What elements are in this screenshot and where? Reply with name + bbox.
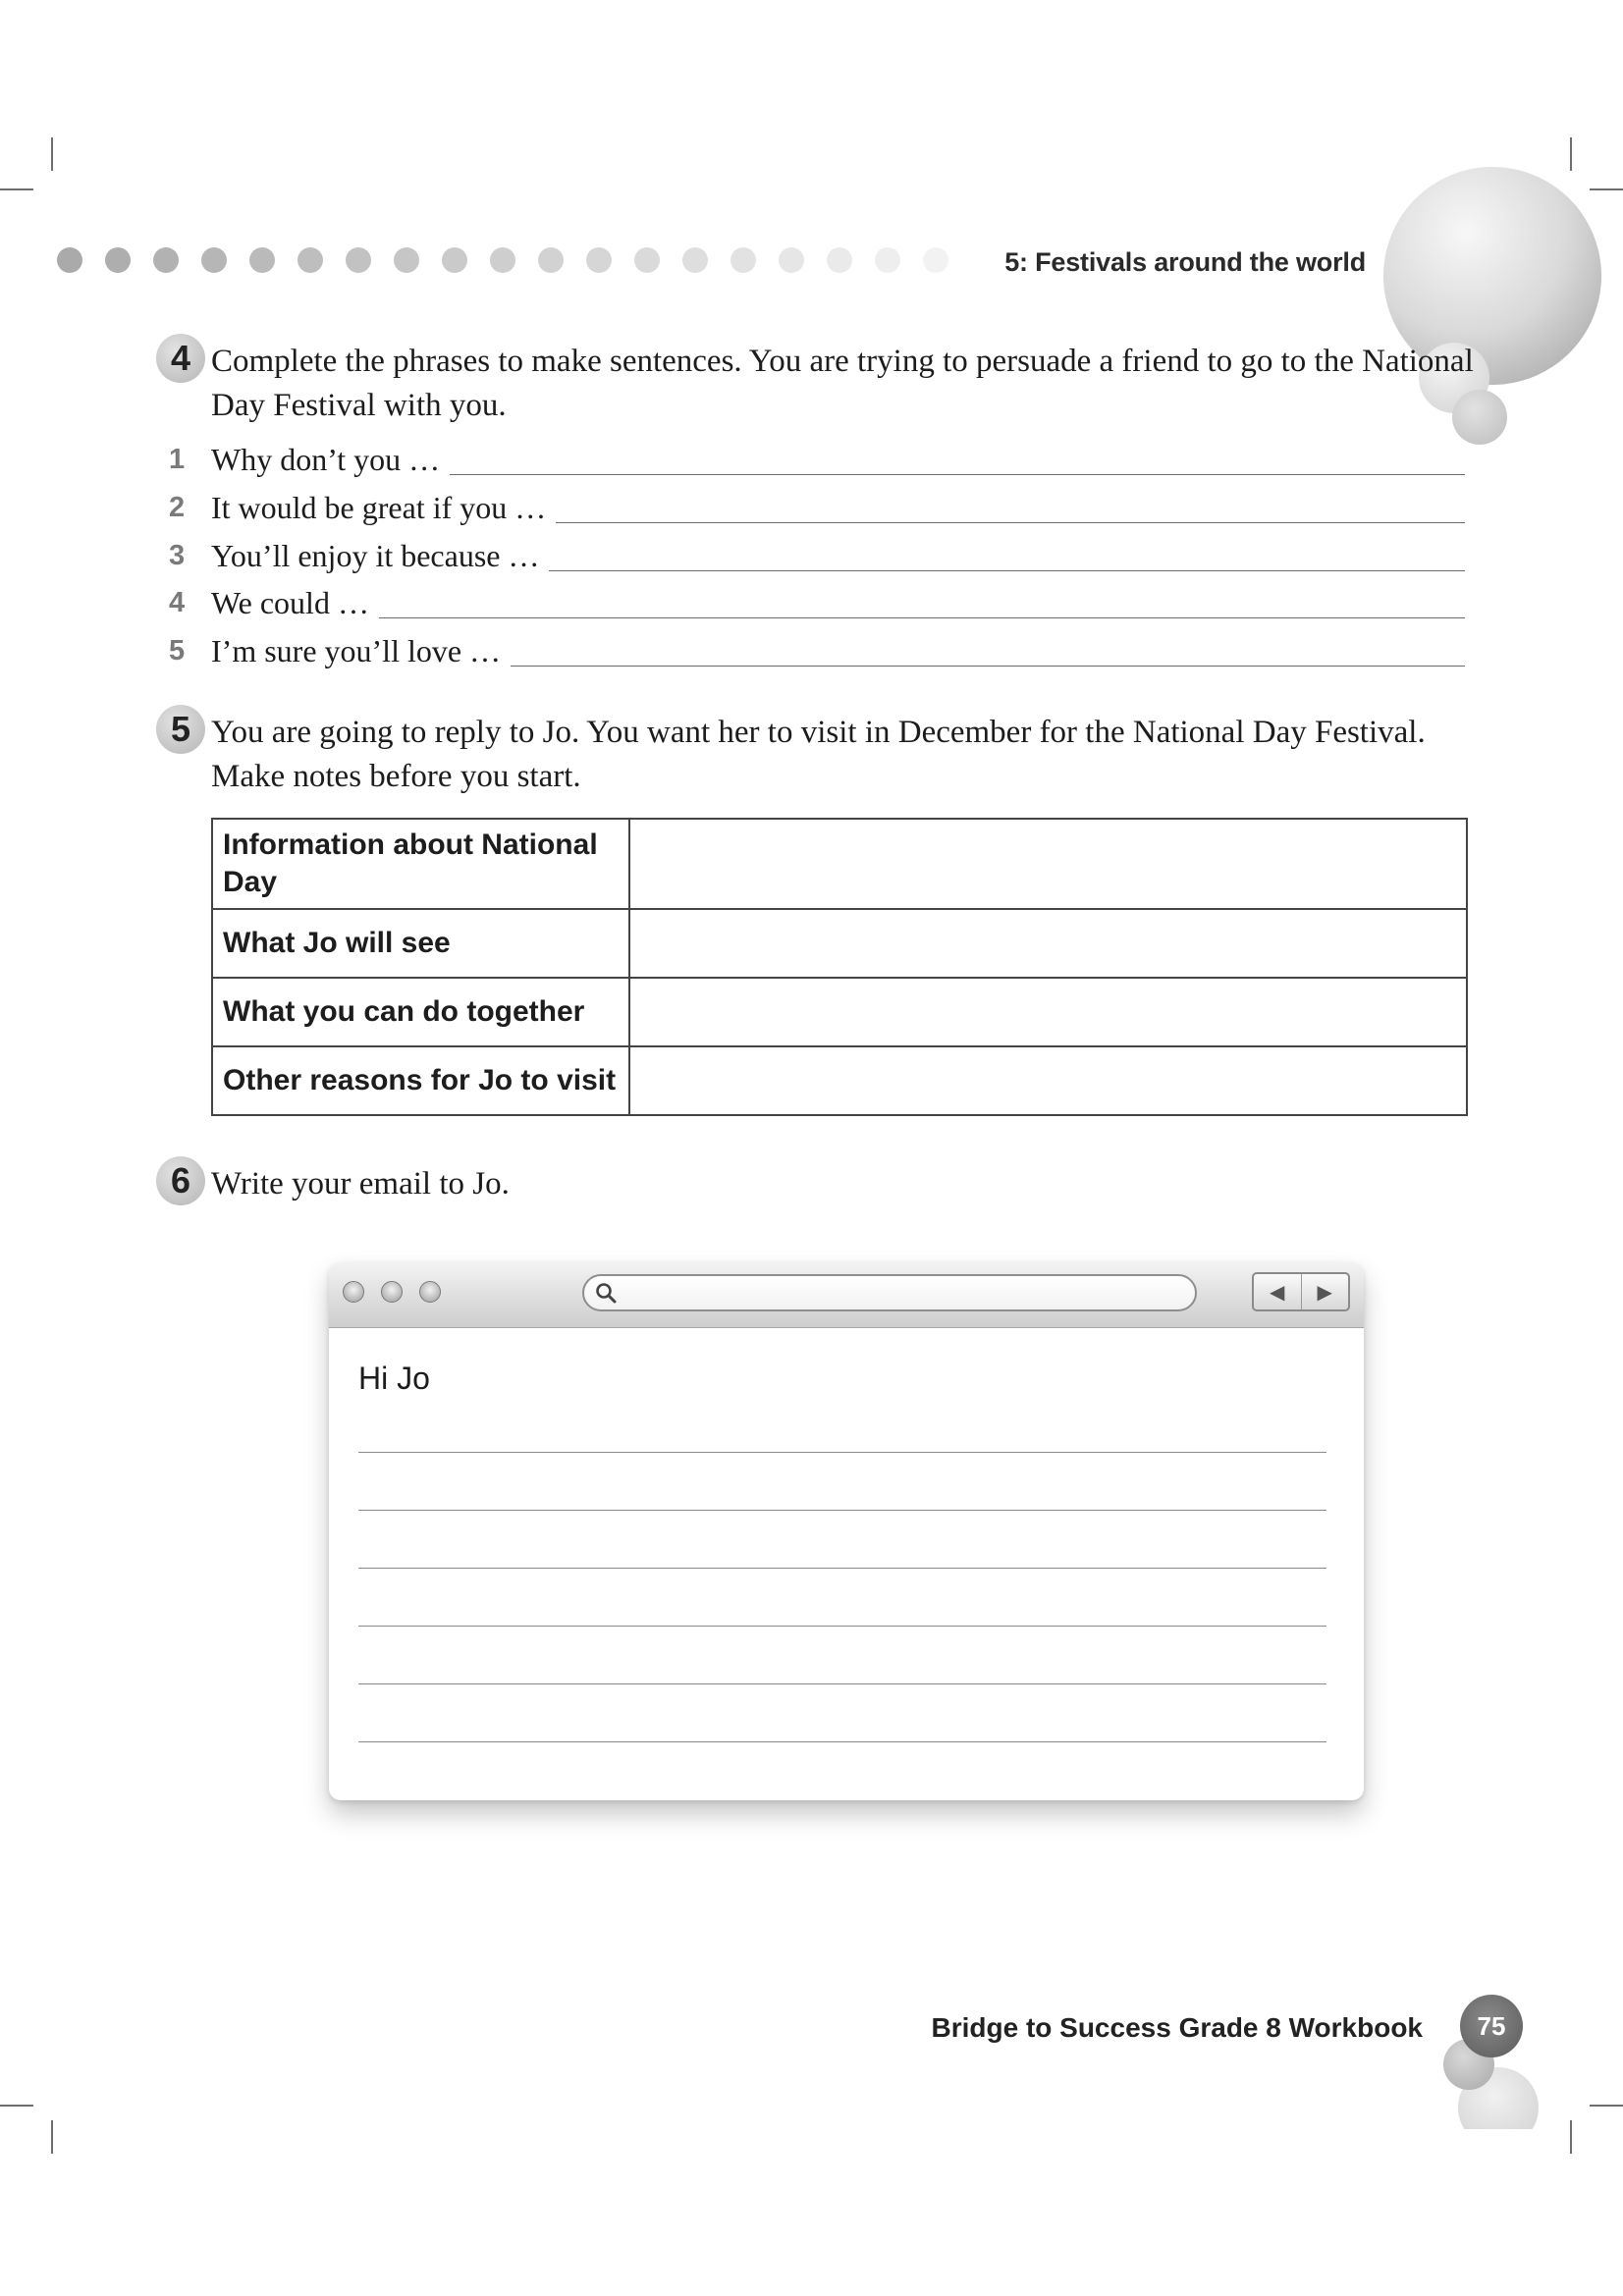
window-maximize-button[interactable]: [419, 1281, 441, 1303]
phrase-number: 2: [169, 492, 186, 523]
crop-mark-bottom-left-v: [51, 2120, 53, 2154]
exercise-5-number: 5: [156, 705, 205, 754]
back-button[interactable]: [1254, 1274, 1302, 1309]
phrase-answer-line[interactable]: [549, 570, 1465, 571]
email-writing-line[interactable]: [358, 1683, 1326, 1684]
decorative-dot: [682, 247, 708, 273]
phrase-number: 1: [169, 444, 186, 475]
decorative-dot: [346, 247, 371, 273]
crop-mark-bottom-right-h: [1590, 2105, 1623, 2107]
decorative-dot: [779, 247, 804, 273]
phrase-text: It would be great if you …: [211, 490, 547, 525]
email-writing-line[interactable]: [358, 1741, 1326, 1742]
decorative-dot: [875, 247, 900, 273]
exercise-4-instruction: Complete the phrases to make sentences. You are trying to persuade a friend to go to the National Day Festival with you.: [211, 344, 1474, 423]
phrase-number: 3: [169, 540, 186, 571]
phrase-row-3: [169, 532, 1465, 575]
email-window: [329, 1262, 1364, 1800]
page-number: 75: [1460, 1995, 1523, 2057]
crop-mark-top-left-h: [0, 188, 33, 190]
window-close-button[interactable]: [343, 1281, 364, 1303]
exercise-5-instruction: You are going to reply to Jo. You want her to visit in December for the National Day Festival. Make notes before you start.: [211, 715, 1426, 794]
decorative-dot: [634, 247, 660, 273]
exercise-6-number: 6: [156, 1156, 205, 1205]
notes-table: [211, 818, 1468, 1116]
decorative-dot: [827, 247, 852, 273]
crop-mark-top-left-v: [51, 137, 53, 171]
phrase-answer-line[interactable]: [450, 474, 1465, 475]
decorative-dot: [298, 247, 323, 273]
phrase-row-4: [169, 579, 1465, 622]
crop-mark-bottom-left-h: [0, 2105, 33, 2107]
decorative-dot: [923, 247, 948, 273]
chapter-title: 5: Festivals around the world: [1004, 247, 1366, 277]
notes-row-label: What you can do together: [212, 978, 629, 1046]
phrase-answer-line[interactable]: [511, 666, 1465, 667]
phrase-answer-line[interactable]: [379, 617, 1465, 618]
decorative-dot: [490, 247, 515, 273]
phrase-number: 5: [169, 635, 186, 667]
decorative-dot: [105, 247, 131, 273]
phrase-number: 4: [169, 587, 186, 618]
phrase-row-1: [169, 436, 1465, 479]
search-icon: [594, 1281, 618, 1305]
decorative-dot: [538, 247, 564, 273]
decorative-dot: [586, 247, 612, 273]
notes-row-label: Information about National Day: [212, 819, 629, 909]
notes-row-input[interactable]: [629, 978, 1467, 1046]
email-writing-line[interactable]: [358, 1568, 1326, 1569]
phrase-row-2: [169, 484, 1465, 527]
forward-button[interactable]: [1302, 1274, 1349, 1309]
crop-mark-top-right-v: [1570, 137, 1572, 171]
exercise-4-number: 4: [156, 334, 205, 383]
crop-mark-bottom-right-v: [1570, 2120, 1572, 2154]
notes-row-input[interactable]: [629, 819, 1467, 909]
notes-row-other-reasons: [212, 1046, 1467, 1115]
notes-row-what-jo-will-see: [212, 909, 1467, 978]
notes-row-label: Other reasons for Jo to visit: [212, 1046, 629, 1115]
book-title: Bridge to Success Grade 8 Workbook: [931, 2012, 1423, 2043]
email-window-toolbar: [329, 1262, 1364, 1328]
decorative-dot: [249, 247, 275, 273]
decorative-dot: [730, 247, 756, 273]
phrase-row-5: [169, 627, 1465, 670]
decorative-dot: [153, 247, 179, 273]
forward-arrow-icon: ▶: [1317, 1280, 1332, 1304]
phrase-text: We could …: [211, 585, 369, 620]
email-writing-line[interactable]: [358, 1626, 1326, 1627]
decorative-dot: [57, 247, 82, 273]
crop-mark-top-right-h: [1590, 188, 1623, 190]
notes-row-together: [212, 978, 1467, 1046]
decorative-dot: [442, 247, 467, 273]
phrase-answer-line[interactable]: [556, 522, 1465, 523]
search-input[interactable]: [582, 1274, 1197, 1311]
notes-row-label: What Jo will see: [212, 909, 629, 978]
phrase-text: I’m sure you’ll love …: [211, 633, 502, 668]
decorative-dot: [394, 247, 419, 273]
navigation-buttons: [1252, 1272, 1350, 1311]
window-minimize-button[interactable]: [381, 1281, 403, 1303]
decorative-dot: [201, 247, 227, 273]
notes-row-input[interactable]: [629, 909, 1467, 978]
phrase-text: You’ll enjoy it because …: [211, 538, 540, 573]
email-writing-line[interactable]: [358, 1452, 1326, 1453]
exercise-6-instruction: Write your email to Jo.: [211, 1166, 510, 1201]
decorative-dot-row: [57, 247, 970, 275]
notes-row-information: [212, 819, 1467, 909]
notes-row-input[interactable]: [629, 1046, 1467, 1115]
email-greeting: Hi Jo: [358, 1361, 430, 1396]
phrase-text: Why don’t you …: [211, 442, 441, 477]
back-arrow-icon: ◀: [1270, 1280, 1285, 1304]
email-writing-line[interactable]: [358, 1510, 1326, 1511]
